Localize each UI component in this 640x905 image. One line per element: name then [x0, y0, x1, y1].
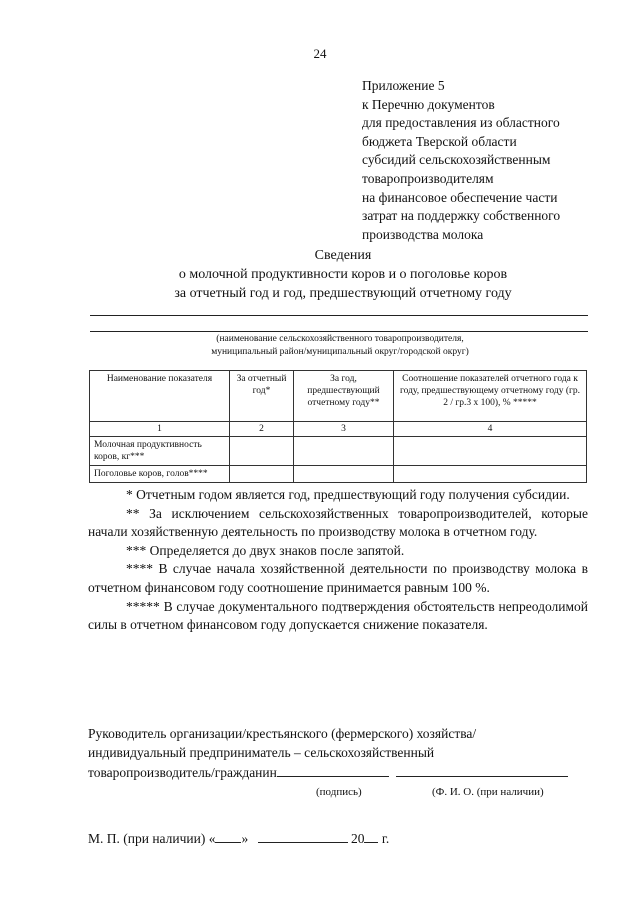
- page-number: 24: [313, 46, 327, 61]
- document-title: [60, 246, 626, 303]
- footnote-4: **** В случае начала хозяйственной деятельности по производству молока в отчетном финансовом году соотношение принимается равным 100 %.: [88, 561, 588, 595]
- appendix-line: для предоставления из областного: [362, 115, 560, 131]
- column-number: 4: [394, 422, 587, 437]
- caption-line: (наименование сельскохозяйственного товаропроизводителя,: [216, 334, 464, 344]
- cell-milk-yield-reporting[interactable]: [230, 437, 294, 466]
- title-line: Сведения: [314, 248, 372, 263]
- stamp-label: М. П. (при наличии) «: [88, 831, 216, 846]
- signature-field[interactable]: [277, 762, 389, 777]
- title-line: за отчетный год и год, предшествующий отчетному году: [174, 286, 512, 301]
- column-number: 2: [230, 422, 294, 437]
- cell-cow-count-reporting[interactable]: [230, 466, 294, 483]
- cell-cow-count-previous[interactable]: [294, 466, 394, 483]
- indicators-table: [89, 370, 587, 483]
- column-number: 3: [294, 422, 394, 437]
- table-row: [90, 437, 587, 466]
- producer-caption: [90, 333, 590, 359]
- signature-label: (подпись): [316, 785, 362, 798]
- cell-milk-yield-ratio[interactable]: [394, 437, 587, 466]
- quote-close: »: [241, 831, 249, 846]
- signer-line-1: Руководитель организации/крестьянского (фермерского) хозяйства/: [88, 726, 477, 741]
- appendix-line: субсидий сельскохозяйственным: [362, 152, 551, 168]
- appendix-line: Приложение 5: [362, 78, 445, 93]
- footnote-5: ***** В случае документального подтверждения обстоятельств непреодолимой силы в отчетном финансовом году допускается снижение показателя.: [88, 598, 588, 633]
- signature-labels: [88, 783, 608, 801]
- year-prefix: 20: [350, 831, 365, 846]
- title-line: о молочной продуктивности коров и о поголовье коров: [178, 267, 508, 282]
- appendix-line: затрат на поддержку собственного: [362, 208, 561, 224]
- header-ratio: Соотношение показателей отчетного года к году, предшествующему отчетному году (гр. 2 / гр.3 х 100), % *****: [394, 371, 587, 422]
- appendix-line: на финансовое обеспечение части: [362, 189, 558, 205]
- stamp-date-line: [88, 829, 389, 847]
- year-suffix: г.: [381, 831, 390, 846]
- caption-line: муниципальный район/муниципальный округ/городской округ): [211, 347, 469, 357]
- full-name-field[interactable]: [396, 762, 568, 777]
- month-field[interactable]: [258, 829, 348, 843]
- footnote-2: ** За исключением сельскохозяйственных товаропроизводителей, которые начали хозяйственную деятельность по производству молока в отчетном году.: [88, 505, 588, 540]
- row-label-cow-count: Поголовье коров, голов****: [90, 466, 230, 483]
- cell-cow-count-ratio[interactable]: [394, 466, 587, 483]
- cell-milk-yield-previous[interactable]: [294, 437, 394, 466]
- footnote-1: * Отчетным годом является год, предшествующий году получения субсидии.: [126, 487, 570, 502]
- signature-block: [88, 725, 608, 801]
- table-number-row: [90, 422, 587, 437]
- signer-line-3: [88, 762, 608, 783]
- year-field[interactable]: [364, 829, 378, 843]
- table-row: [90, 466, 587, 483]
- table-header-row: [90, 371, 587, 422]
- signer-role: товаропроизводитель/гражданин: [88, 765, 277, 781]
- header-previous-year: За год, предшествующий отчетному году**: [294, 371, 394, 422]
- signer-line-2: индивидуальный предприниматель – сельскохозяйственный: [88, 744, 435, 760]
- appendix-block: [362, 77, 632, 244]
- appendix-line: к Перечню документов: [362, 96, 495, 112]
- header-reporting-year: За отчетный год*: [230, 371, 294, 422]
- appendix-line: производства молока: [362, 226, 484, 242]
- column-number: 1: [90, 422, 230, 437]
- appendix-line: товаропроизводителям: [362, 170, 494, 186]
- row-label-milk-yield: Молочная продуктивность коров, кг***: [90, 437, 230, 466]
- appendix-line: бюджета Тверской области: [362, 133, 517, 149]
- footnotes: [88, 486, 588, 635]
- header-indicator: Наименование показателя: [90, 371, 230, 422]
- producer-name-line-1[interactable]: [90, 315, 588, 316]
- producer-name-line-2[interactable]: [90, 331, 588, 332]
- day-field[interactable]: [215, 829, 241, 843]
- footnote-3: *** Определяется до двух знаков после запятой.: [126, 542, 405, 558]
- full-name-label: (Ф. И. О. (при наличии): [432, 785, 544, 798]
